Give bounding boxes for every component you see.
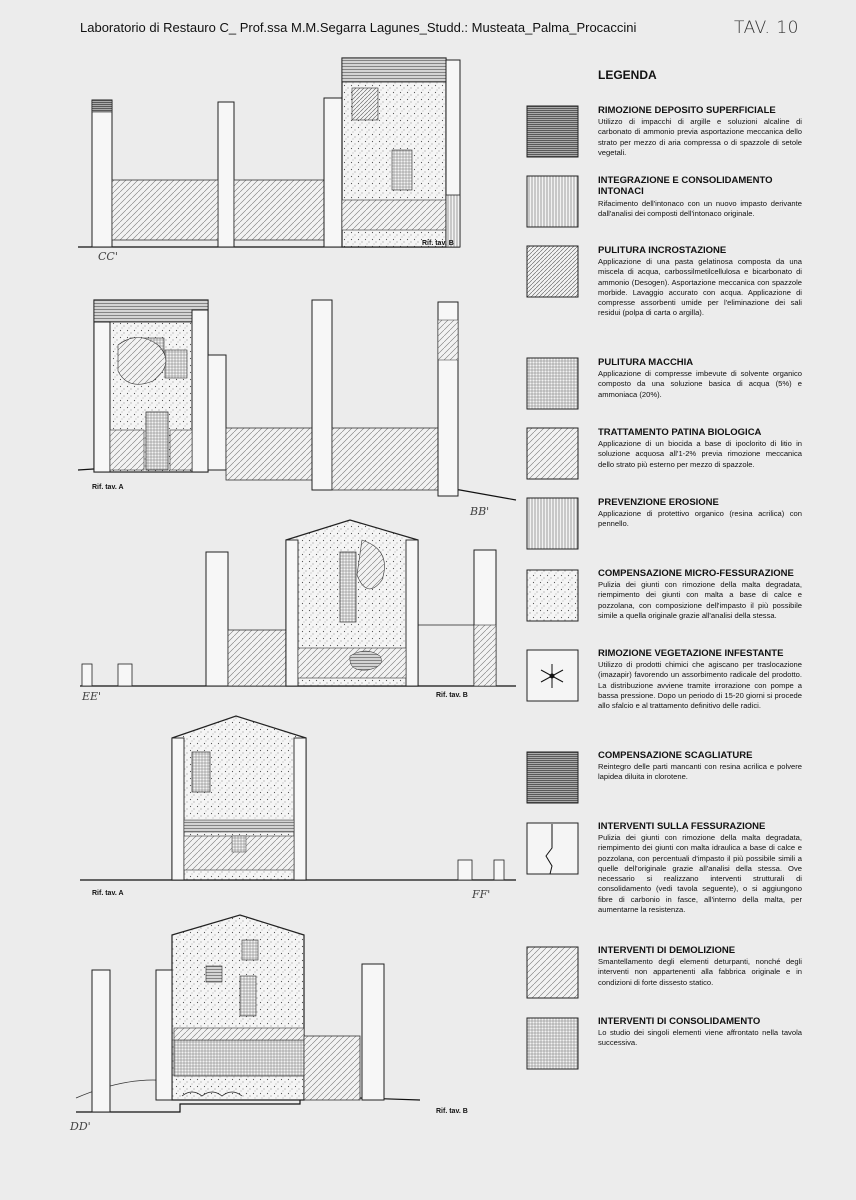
legend-label: INTEGRAZIONE E CONSOLIDAMENTO INTONACI [598,175,773,197]
legend-label: COMPENSAZIONE SCAGLIATURE [598,750,753,761]
legend-desc: Applicazione di un biocida a base di ipoclorito di litio in soluzione acquosa all'1-2% previa rimozione meccanica dello strato più esterno per mezzo di spazzole. [598,439,802,469]
ref-bb: Rif. tav. A [92,484,124,491]
ref-cc: Rif. tav. B [422,240,454,247]
legend-label: INTERVENTI SULLA FESSURAZIONE [598,821,766,832]
legend-desc: Pulizia dei giunti con rimozione della malta degradata, riempimento dei giunti con malta idraulica a base di calce e pozzolana, con percentuali d'impasto il più possibile simili a quelle dell'originale grazie all'analisi della stessa. Ove necessario si realizzano interventi strutturali di consolidamento (vedi tavola seguente), o si aggiungono fibre di carbonio in fasce, all'interno della malta, per aumentarne la resistenza. [598,833,802,915]
legend-label: INTERVENTI DI CONSOLIDAMENTO [598,1016,761,1027]
legend-desc: Lo studio dei singoli elementi viene affrontato nella tavola successiva. [598,1028,802,1048]
legend-label: PULITURA INCROSTAZIONE [598,245,727,256]
legend-label: RIMOZIONE DEPOSITO SUPERFICIALE [598,105,776,116]
ref-ee: Rif. tav. B [436,692,468,699]
legend-title: LEGENDA [598,68,657,82]
sheet-number: TAV. 10 [734,18,799,38]
legend-desc: Applicazione di compresse imbevute di solvente organico composto da una soluzione basica di acqua (5%) e ammoniaca (20%). [598,369,802,399]
legend-label: PREVENZIONE EROSIONE [598,497,719,508]
section-bb [78,300,516,500]
sheet-title: Laboratorio di Restauro C_ Prof.ssa M.M.Segarra Lagunes_Studd.: Musteata_Palma_Procaccini [80,20,637,35]
legend-desc: Rifacimento dell'intonaco con un nuovo impasto derivante dall'analisi dei composti dell'intonaco originale. [598,199,802,219]
legend-label: TRATTAMENTO PATINA BIOLOGICA [598,427,762,438]
legend-desc: Utilizzo di prodotti chimici che agiscano per traslocazione (imazapir) favorendo un assorbimento radicale del prodotto. La distribuzione avviene tramite irrorazione con pompe a bassa pressione. Dopo un periodo di 15-20 giorni si procede allo sfalcio e al trattamento definitivo delle radici. [598,660,802,711]
section-cc [78,58,460,247]
section-label-ff: FF' [472,888,491,901]
legend-swatches [527,106,578,1069]
ref-dd: Rif. tav. B [436,1108,468,1115]
legend-desc: Applicazione di una pasta gelatinosa composta da una miscela di acqua, carbossilmetilcellulosa e bicarbonato di ammonio (Desogen). Asportazione meccanica con spazzole morbide. Lavaggio accurato con acqua. Applicazione di compresse assorbenti umide per l'eliminazione dei sali residui (polpa di carta o argilla). [598,257,802,318]
legend-desc: Reintegro delle parti mancanti con resina acrilica e polvere lapidea diluita in clorotene. [598,762,802,782]
section-label-ee: EE' [82,690,102,703]
legend-desc: Utilizzo di impacchi di argille e soluzioni alcaline di carbonato di ammonio previa asportazione meccanica dello strato per mezzo di aria compressa o di spazzole di setole vegetali. [598,117,802,157]
legend-desc: Pulizia dei giunti con rimozione della malta degradata, riempimento dei giunti con malta a base di calce e pozzolana, con composizione dell'impasto il più possibile simile a quella originale grazie all'analisi della stessa. [598,580,802,620]
section-label-dd: DD' [70,1120,91,1133]
legend-desc: Applicazione di protettivo organico (resina acrilica) con pennello. [598,509,802,529]
section-dd [76,915,420,1112]
section-ee [80,520,516,686]
section-label-cc: CC' [98,250,118,263]
legend-desc: Smantellamento degli elementi deturpanti, nonché degli interventi non appartenenti alla fabbrica originale e in condizioni di forte dissesto statico. [598,957,802,987]
legend-label: PULITURA MACCHIA [598,357,694,368]
legend-label: COMPENSAZIONE MICRO-FESSURAZIONE [598,568,794,579]
ref-ff: Rif. tav. A [92,890,124,897]
legend-label: RIMOZIONE VEGETAZIONE INFESTANTE [598,648,784,659]
section-ff [80,716,516,880]
section-label-bb: BB' [470,505,490,518]
legend-label: INTERVENTI DI DEMOLIZIONE [598,945,736,956]
